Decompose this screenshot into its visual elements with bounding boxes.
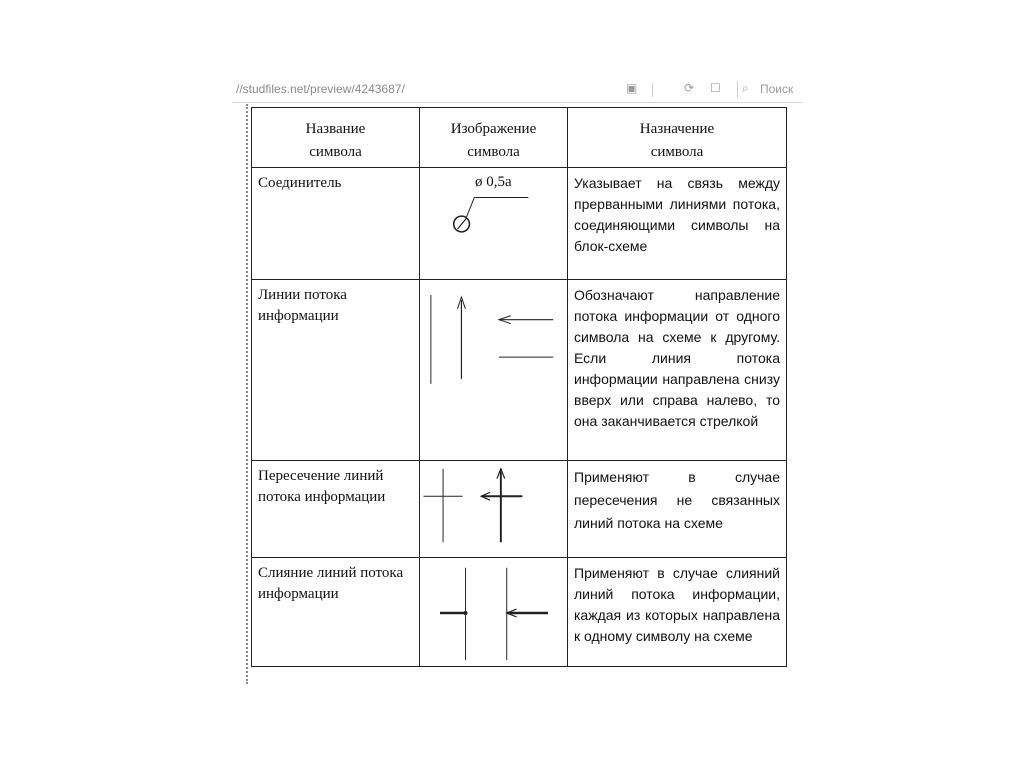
toolbar-divider [652, 83, 653, 97]
row-merge-name: Слияние линий потока информации [258, 565, 404, 602]
header-name-line2: символа [309, 144, 362, 160]
merge-symbol-diagram [420, 558, 567, 666]
connector-diameter-label: ø 0,5а [475, 174, 512, 190]
leader-diagonal [466, 197, 474, 217]
row-merge-desc-cell [567, 557, 787, 667]
page-icon[interactable]: ▣ [626, 81, 638, 95]
row-merge-description: Применяют в случае слияний линий потока информации, каждая из которых направлена к одному символу на схеме [574, 565, 780, 644]
header-name-line1: Название [305, 121, 366, 137]
address-bar[interactable]: //studfiles.net/preview/4243687/ [236, 82, 405, 96]
row-crossing-name: Пересечение линий потока информации [258, 468, 386, 505]
search-placeholder: Поиск [760, 82, 794, 96]
row-crossing-desc-cell [567, 460, 787, 558]
row-connector-name-cell [251, 167, 420, 280]
row-crossing-symbol-cell [419, 460, 568, 558]
header-cell-purpose [567, 107, 787, 168]
crossing-symbol-diagram [420, 461, 567, 557]
search-box[interactable] [737, 81, 798, 98]
row-connector-desc-cell [567, 167, 787, 280]
row-flowlines-desc-cell [567, 279, 787, 461]
search-icon: ⌕ [742, 81, 749, 95]
scan-edge-line [246, 104, 248, 684]
row-crossing-description: Применяют в случае пересечения не связанных линий потока на схеме [574, 469, 780, 531]
header-image-line1: Изображение [450, 121, 537, 137]
row-connector-description: Указывает на связь между прерванными линиями потока, соединяющими символы на блок-схеме [574, 175, 780, 254]
row-flowlines-description: Обозначают направление потока информации от одного символа на схеме к другому. Если линия потока информации направлена снизу вверх или справа налево, то она заканчивается стрелкой [574, 287, 780, 429]
diameter-mark [458, 218, 467, 229]
flowlines-symbol-diagram [420, 280, 567, 460]
bookmark-icon[interactable]: ☐ [710, 81, 721, 95]
row-connector-symbol-cell [419, 167, 568, 280]
row-merge-symbol-cell [419, 557, 568, 667]
refresh-icon[interactable]: ⟳ [684, 81, 695, 95]
row-merge-name-cell [251, 557, 420, 667]
header-cell-name [251, 107, 420, 168]
row-flowlines-symbol-cell [419, 279, 568, 461]
header-purpose-line1: Назначение [639, 121, 715, 137]
row-flowlines-name: Линии потока информации [258, 287, 347, 324]
header-image-line2: символа [467, 144, 520, 160]
row-connector-name: Соединитель [258, 175, 342, 191]
header-purpose-line2: символа [650, 144, 704, 160]
connector-symbol-diagram [420, 168, 567, 279]
row-flowlines-name-cell [251, 279, 420, 461]
header-cell-image [419, 107, 568, 168]
merge-junction-dot [464, 611, 468, 615]
row-crossing-name-cell [251, 460, 420, 558]
browser-toolbar [232, 80, 802, 103]
flowchart-symbols-table [251, 107, 787, 667]
